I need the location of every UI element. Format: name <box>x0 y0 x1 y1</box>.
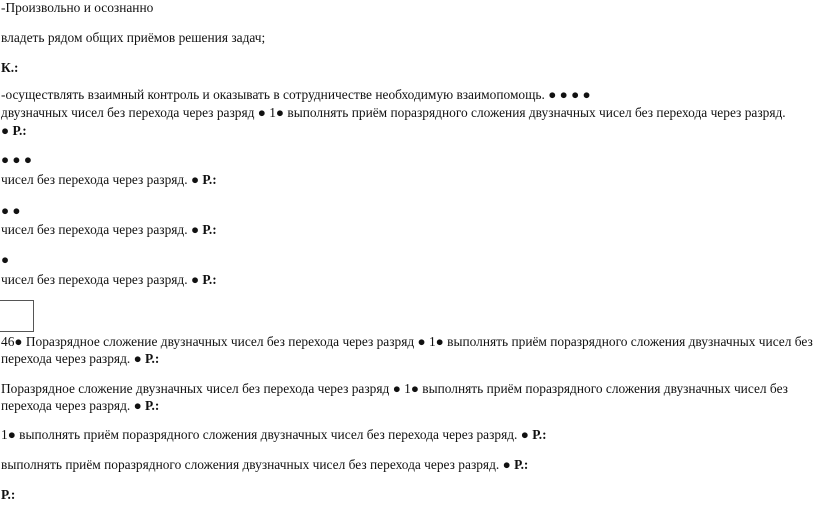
text-line <box>1 172 217 188</box>
bullet: ● <box>417 334 426 349</box>
bullet: ● <box>392 381 401 396</box>
text-line <box>1 398 159 414</box>
line-text: выполнять приём поразрядного сложения двузначных чисел без перехода через разряд. <box>287 105 786 120</box>
bullet-group: ● <box>1 252 10 267</box>
text-line <box>1 334 813 350</box>
section-label: Р.: <box>1 487 16 502</box>
section-label: Р.: <box>532 427 547 442</box>
line-text: выполнять приём поразрядного сложения двузначных чисел без перехода через разряд. <box>19 427 518 442</box>
text-line <box>1 351 159 367</box>
text-line <box>1 30 265 46</box>
text-line <box>1 0 153 16</box>
line-text: перехода через разряд. <box>1 398 131 413</box>
bullet: ● <box>133 398 142 413</box>
text-line <box>1 222 217 238</box>
empty-cell-box <box>0 300 34 332</box>
line-text: чисел без перехода через разряд. <box>1 272 188 287</box>
line-text: выполнять приём поразрядного сложения двузначных чисел без <box>447 334 813 349</box>
item-number: 1● <box>269 105 285 120</box>
bullet: ● <box>257 105 266 120</box>
item-number: 1● <box>1 427 16 442</box>
text-line <box>1 457 528 473</box>
line-text: Поразрядное сложение двузначных чисел без перехода через разряд <box>25 334 415 349</box>
section-label: Р.: <box>145 398 160 413</box>
line-text: двузначных чисел без перехода через разряд <box>1 105 255 120</box>
bullet: ● <box>520 427 529 442</box>
line-text: перехода через разряд. <box>1 351 131 366</box>
bullet: ● <box>133 351 142 366</box>
text-line <box>1 487 15 503</box>
bullet-group: ● ● <box>1 203 21 218</box>
item-number: 1● <box>428 334 444 349</box>
line-text: владеть рядом общих приёмов решения задач; <box>1 30 266 45</box>
text-line <box>1 123 27 139</box>
text-line <box>1 105 786 121</box>
item-number: 46● <box>1 334 23 349</box>
text-line <box>1 252 9 268</box>
line-text: -осуществлять взаимный контроль и оказывать в сотрудничестве необходимую взаимопомощь. <box>1 87 545 102</box>
bullet: ● <box>1 123 10 138</box>
text-line <box>1 152 32 168</box>
text-line <box>1 427 547 443</box>
bullet-group: ● ● ● <box>1 152 32 167</box>
text-line <box>1 272 217 288</box>
section-label: Р.: <box>202 222 217 237</box>
line-text: чисел без перехода через разряд. <box>1 172 188 187</box>
text-line <box>1 203 21 219</box>
bullet: ● <box>190 172 200 187</box>
line-text: -Произвольно и осознанно <box>1 0 154 15</box>
section-label: Р.: <box>145 351 160 366</box>
line-text: выполнять приём поразрядного сложения двузначных чисел без <box>422 381 788 396</box>
bullet: ● <box>190 272 200 287</box>
text-line <box>1 381 788 397</box>
text-line <box>1 87 591 103</box>
section-label: Р.: <box>202 172 217 187</box>
line-text: Поразрядное сложение двузначных чисел без перехода через разряд <box>1 381 390 396</box>
section-label: Р.: <box>12 123 27 138</box>
section-label: Р.: <box>514 457 529 472</box>
item-number: 1● <box>404 381 419 396</box>
bullet: ● <box>502 457 511 472</box>
bullet: ● <box>190 222 200 237</box>
bullet-group: ● ● ● ● <box>548 87 591 102</box>
line-text: выполнять приём поразрядного сложения двузначных чисел без перехода через разряд. <box>1 457 500 472</box>
line-text: чисел без перехода через разряд. <box>1 222 188 237</box>
section-label: Р.: <box>202 272 217 287</box>
section-label: К.: <box>1 60 19 75</box>
text-line <box>1 60 19 76</box>
